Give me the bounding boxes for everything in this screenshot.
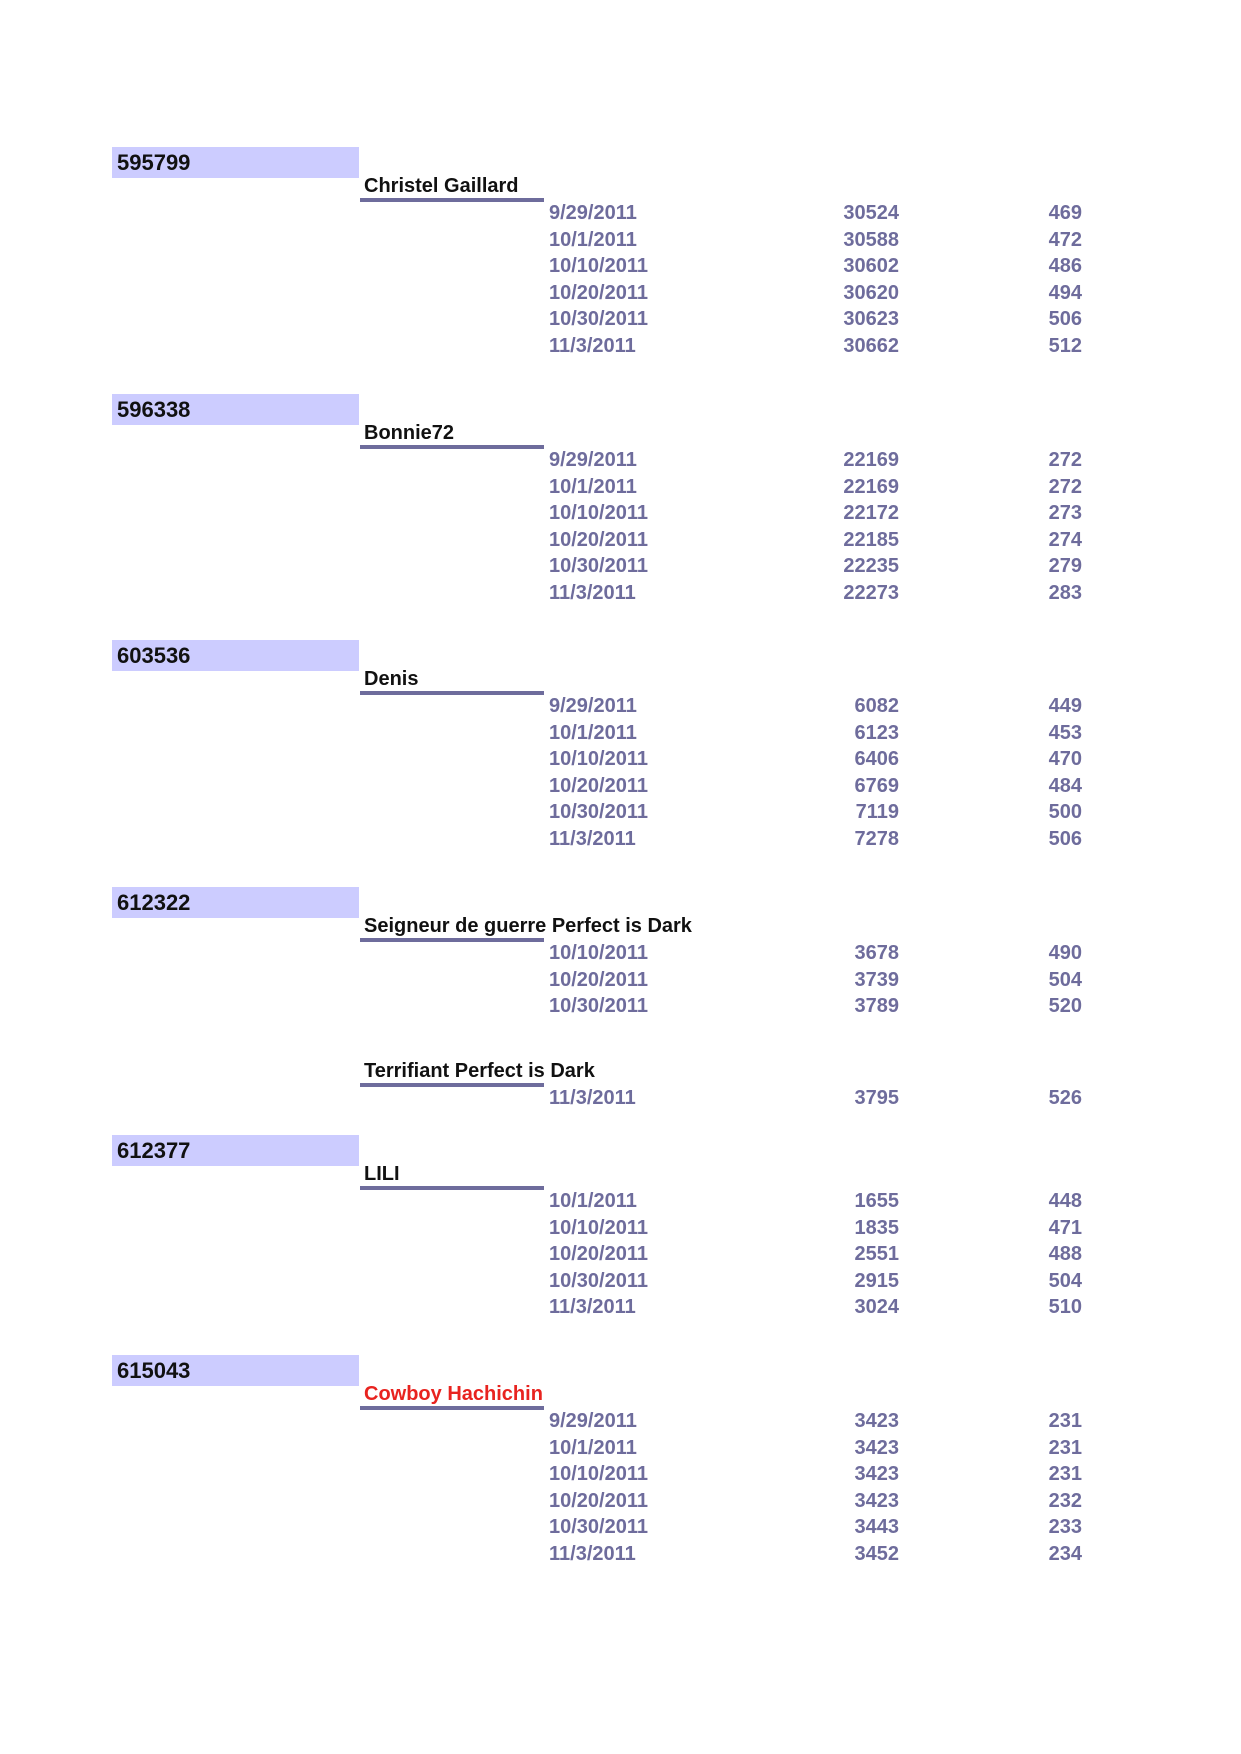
row-points: 6406 xyxy=(854,748,899,770)
group-id-header: 612322 xyxy=(112,887,359,918)
row-date: 10/10/2011 xyxy=(549,255,648,277)
row-date: 9/29/2011 xyxy=(549,1410,637,1432)
row-rank: 232 xyxy=(1048,1489,1082,1512)
row-rank: 272 xyxy=(1048,449,1082,471)
row-rank: 490 xyxy=(1048,942,1082,964)
row-rank: 471 xyxy=(1048,1216,1082,1239)
row-points: 6082 xyxy=(854,695,899,717)
row-points: 3423 xyxy=(854,1489,899,1512)
row-points: 2915 xyxy=(854,1269,899,1292)
group-id-header: 603536 xyxy=(112,640,359,671)
row-rank: 469 xyxy=(1048,202,1082,224)
table-row xyxy=(0,693,1241,719)
player-name: Terrifiant Perfect is Dark xyxy=(364,1060,595,1082)
row-points: 22185 xyxy=(843,528,899,551)
row-rank: 486 xyxy=(1048,255,1082,277)
row-rank: 283 xyxy=(1048,581,1082,604)
row-points: 3789 xyxy=(854,995,899,1017)
table-row xyxy=(0,1435,1241,1461)
row-date: 10/1/2011 xyxy=(549,228,637,251)
table-row xyxy=(0,333,1241,359)
table-row xyxy=(0,1085,1241,1111)
row-rank: 504 xyxy=(1048,968,1082,991)
row-date: 10/20/2011 xyxy=(549,281,648,304)
row-rank: 488 xyxy=(1048,1243,1082,1265)
row-date: 10/1/2011 xyxy=(549,721,637,744)
group-id-header: 596338 xyxy=(112,394,359,425)
row-date: 10/30/2011 xyxy=(549,1516,648,1538)
row-date: 11/3/2011 xyxy=(549,827,636,850)
row-points: 6123 xyxy=(854,721,899,744)
row-rank: 273 xyxy=(1048,502,1082,524)
table-row xyxy=(0,1408,1241,1434)
row-points: 3452 xyxy=(854,1542,899,1565)
player-name: Cowboy Hachichin xyxy=(364,1383,543,1405)
table-row xyxy=(0,1268,1241,1294)
row-date: 11/3/2011 xyxy=(549,1296,636,1318)
row-points: 2551 xyxy=(854,1243,899,1265)
row-date: 10/30/2011 xyxy=(549,308,648,330)
group-id-header: 612377 xyxy=(112,1135,359,1166)
row-points: 3423 xyxy=(854,1463,899,1485)
table-row xyxy=(0,474,1241,500)
row-date: 10/1/2011 xyxy=(549,1436,637,1459)
row-rank: 510 xyxy=(1048,1296,1082,1318)
row-points: 30623 xyxy=(843,308,899,330)
row-points: 3423 xyxy=(854,1410,899,1432)
row-date: 10/20/2011 xyxy=(549,1243,648,1265)
row-date: 10/10/2011 xyxy=(549,502,648,524)
row-points: 22172 xyxy=(843,502,899,524)
row-points: 22273 xyxy=(843,581,899,604)
row-date: 10/1/2011 xyxy=(549,1190,637,1212)
table-row xyxy=(0,993,1241,1019)
row-date: 9/29/2011 xyxy=(549,202,637,224)
table-row xyxy=(0,200,1241,226)
row-points: 1835 xyxy=(854,1216,899,1239)
row-date: 10/10/2011 xyxy=(549,748,648,770)
row-rank: 472 xyxy=(1048,228,1082,251)
row-rank: 233 xyxy=(1048,1516,1082,1538)
row-points: 30524 xyxy=(843,202,899,224)
row-date: 10/20/2011 xyxy=(549,528,648,551)
row-rank: 494 xyxy=(1048,281,1082,304)
row-date: 10/20/2011 xyxy=(549,774,648,797)
row-date: 11/3/2011 xyxy=(549,334,636,357)
row-date: 10/30/2011 xyxy=(549,995,648,1017)
row-date: 9/29/2011 xyxy=(549,449,637,471)
row-rank: 272 xyxy=(1048,475,1082,498)
row-points: 22235 xyxy=(843,555,899,577)
group-id-header: 615043 xyxy=(112,1355,359,1386)
row-date: 10/1/2011 xyxy=(549,475,637,498)
table-row xyxy=(0,1215,1241,1241)
table-row xyxy=(0,306,1241,332)
row-date: 10/20/2011 xyxy=(549,968,648,991)
row-rank: 520 xyxy=(1048,995,1082,1017)
row-date: 11/3/2011 xyxy=(549,581,636,604)
row-rank: 231 xyxy=(1048,1436,1082,1459)
table-row xyxy=(0,1514,1241,1540)
row-rank: 500 xyxy=(1048,801,1082,823)
row-date: 10/20/2011 xyxy=(549,1489,648,1512)
player-name: Seigneur de guerre Perfect is Dark xyxy=(364,915,692,937)
row-rank: 274 xyxy=(1048,528,1082,551)
row-date: 10/30/2011 xyxy=(549,555,648,577)
row-date: 10/10/2011 xyxy=(549,1463,648,1485)
row-points: 30620 xyxy=(843,281,899,304)
table-row xyxy=(0,447,1241,473)
row-date: 10/30/2011 xyxy=(549,801,648,823)
row-points: 7119 xyxy=(855,801,899,823)
player-name: Denis xyxy=(364,668,419,690)
row-points: 30602 xyxy=(843,255,899,277)
player-name: LILI xyxy=(364,1163,400,1185)
table-row xyxy=(0,527,1241,553)
table-row xyxy=(0,720,1241,746)
table-row xyxy=(0,799,1241,825)
row-rank: 526 xyxy=(1048,1087,1082,1109)
row-points: 22169 xyxy=(843,475,899,498)
row-date: 10/10/2011 xyxy=(549,942,648,964)
player-name: Bonnie72 xyxy=(364,422,455,444)
table-row xyxy=(0,1188,1241,1214)
table-row xyxy=(0,580,1241,606)
row-points: 1655 xyxy=(854,1190,899,1212)
row-date: 11/3/2011 xyxy=(549,1087,636,1109)
row-points: 3739 xyxy=(854,968,899,991)
table-row xyxy=(0,280,1241,306)
row-date: 11/3/2011 xyxy=(549,1542,636,1565)
table-row xyxy=(0,940,1241,966)
row-date: 10/30/2011 xyxy=(549,1269,648,1292)
table-row xyxy=(0,773,1241,799)
row-rank: 484 xyxy=(1048,774,1082,797)
row-points: 3678 xyxy=(854,942,899,964)
table-row xyxy=(0,500,1241,526)
row-rank: 234 xyxy=(1048,1542,1082,1565)
table-row xyxy=(0,1488,1241,1514)
table-row xyxy=(0,253,1241,279)
group-id-header: 595799 xyxy=(112,147,359,178)
row-points: 6769 xyxy=(854,774,899,797)
table-row xyxy=(0,553,1241,579)
row-rank: 506 xyxy=(1048,308,1082,330)
row-points: 3795 xyxy=(854,1087,899,1109)
row-rank: 504 xyxy=(1048,1269,1082,1292)
table-row xyxy=(0,746,1241,772)
table-row xyxy=(0,826,1241,852)
row-rank: 453 xyxy=(1048,721,1082,744)
row-rank: 448 xyxy=(1048,1190,1082,1212)
row-rank: 231 xyxy=(1048,1410,1082,1432)
row-points: 3443 xyxy=(854,1516,899,1538)
row-rank: 506 xyxy=(1048,827,1082,850)
row-points: 30662 xyxy=(843,334,899,357)
row-rank: 449 xyxy=(1048,695,1082,717)
table-row xyxy=(0,1461,1241,1487)
table-row xyxy=(0,967,1241,993)
row-date: 10/10/2011 xyxy=(549,1216,648,1239)
table-row xyxy=(0,1241,1241,1267)
row-rank: 279 xyxy=(1048,555,1082,577)
table-row xyxy=(0,227,1241,253)
row-rank: 470 xyxy=(1048,748,1082,770)
table-row xyxy=(0,1541,1241,1567)
row-date: 9/29/2011 xyxy=(549,695,637,717)
row-points: 22169 xyxy=(843,449,899,471)
row-points: 3024 xyxy=(854,1296,899,1318)
row-rank: 512 xyxy=(1048,334,1082,357)
table-row xyxy=(0,1294,1241,1320)
row-points: 7278 xyxy=(854,827,899,850)
row-points: 30588 xyxy=(843,228,899,251)
row-rank: 231 xyxy=(1048,1463,1082,1485)
player-name: Christel Gaillard xyxy=(364,175,519,197)
row-points: 3423 xyxy=(854,1436,899,1459)
